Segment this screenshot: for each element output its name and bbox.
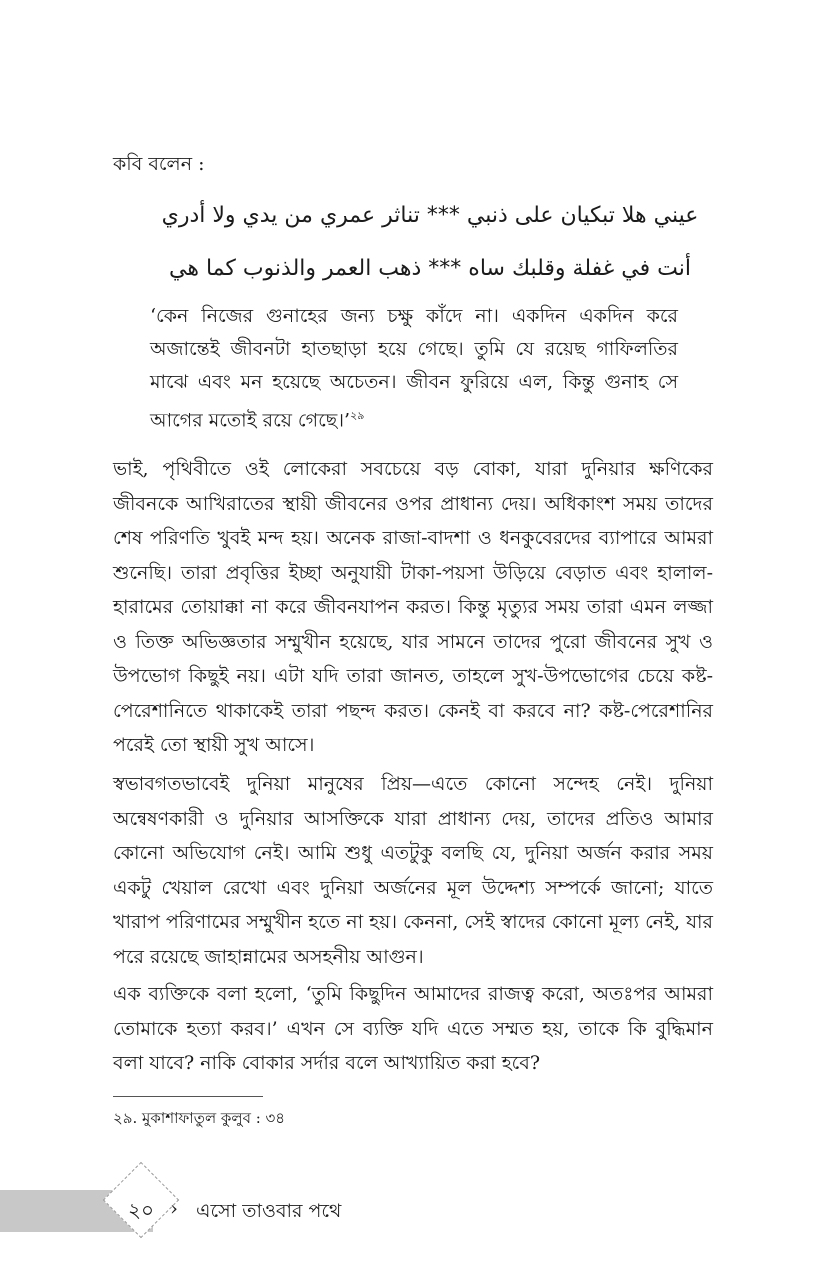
arabic-verse-1: عيني هلا تبكيان على ذنبي *** تناثر عمري من يدي ولا أدري bbox=[161, 203, 699, 228]
body-paragraph-2: স্বভাবগতভাবেই দুনিয়া মানুষের প্রিয়—এতে কোনো সন্দেহ নেই। দুনিয়া অন্বেষণকারী ও দুনিয়ার আসক্তিকে যারা প্রাধান্য দেয়, তাদের প্রতিও আমার কোনো অভিযোগ নেই। আমি শুধু এতটুকু বলছি যে, দুনিয়া অর্জন করার সময় একটু খেয়াল রেখো এবং দুনিয়া অর্জনের মূল উদ্দেশ্য সম্পর্কে জানো; যাতে খারাপ পরিণামের সম্মুখীন হতে না হয়। কেননা, সেই স্বাদের কোনো মূল্য নেই, যার পরে রয়েছে জাহান্নামের অসহনীয় আগুন। bbox=[113, 773, 713, 968]
intro-line: কবি বলেন : bbox=[113, 153, 205, 175]
page-number: ২০ bbox=[127, 1198, 154, 1222]
translation-text: ‘কেন নিজের গুনাহের জন্য চক্ষু কাঁদে না। একদিন একদিন করে অজান্তেই জীবনটা হাতছাড়া হয়ে গেছে। তুমি যে রয়েছ গাফিলতির মাঝে এবং মন হয়েছে অচেতন। জীবন ফুরিয়ে এল, কিন্তু গুনাহ সে আগের মতোই রয়ে গেছে।’ bbox=[150, 305, 678, 432]
footnote-reference: ২৯ bbox=[350, 409, 365, 422]
running-book-title: এসো তাওবার পথে bbox=[196, 1200, 342, 1222]
footnote-divider bbox=[113, 1096, 263, 1097]
footnote: ২৯. মুকাশাফাতুল কুলুব : ৩৪ bbox=[113, 1109, 286, 1127]
chevron-right-icon: › bbox=[170, 1196, 178, 1220]
body-paragraph-1: ভাই, পৃথিবীতে ওই লোকেরা সবচেয়ে বড় বোকা, যারা দুনিয়ার ক্ষণিকের জীবনকে আখিরাতের স্থায়ী জীবনের ওপর প্রাধান্য দেয়। অধিকাংশ সময় তাদের শেষ পরিণতি খুবই মন্দ হয়। অনেক রাজা-বাদশা ও ধনকুবেরদের ব্যাপারে আমরা শুনেছি। তারা প্রবৃত্তির ইচ্ছা অনুযায়ী টাকা-পয়সা উড়িয়ে বেড়াত এবং হালাল-হারামের তোয়াক্কা না করে জীবনযাপন করত। কিন্তু মৃত্যুর সময় তারা এমন লজ্জা ও তিক্ত অভিজ্ঞতার সম্মুখীন হয়েছে, যার সামনে তাদের পুরো জীবনের সুখ ও উপভোগ কিছুই নয়। এটা যদি তারা জানত, তাহলে সুখ-উপভোগের চেয়ে কষ্ট-পেরেশানিতে থাকাকেই তারা পছন্দ করত। কেনই বা করবে না? কষ্ট-পেরেশানির পরেই তো স্থায়ী সুখ আসে। bbox=[113, 458, 713, 756]
arabic-verse-2: أنت في غفلة وقلبك ساه *** ذهب العمر والذنوب كما هي bbox=[169, 256, 691, 281]
body-paragraph-3: এক ব্যক্তিকে বলা হলো, ‘তুমি কিছুদিন আমাদের রাজত্ব করো, অতঃপর আমরা তোমাকে হত্যা করব।’ এখন সে ব্যক্তি যদি এতে সম্মত হয়, তাকে কি বুদ্ধিমান বলা যাবে? নাকি বোকার সর্দার বলে আখ্যায়িত করা হবে? bbox=[113, 983, 713, 1074]
verse-translation bbox=[150, 300, 678, 437]
